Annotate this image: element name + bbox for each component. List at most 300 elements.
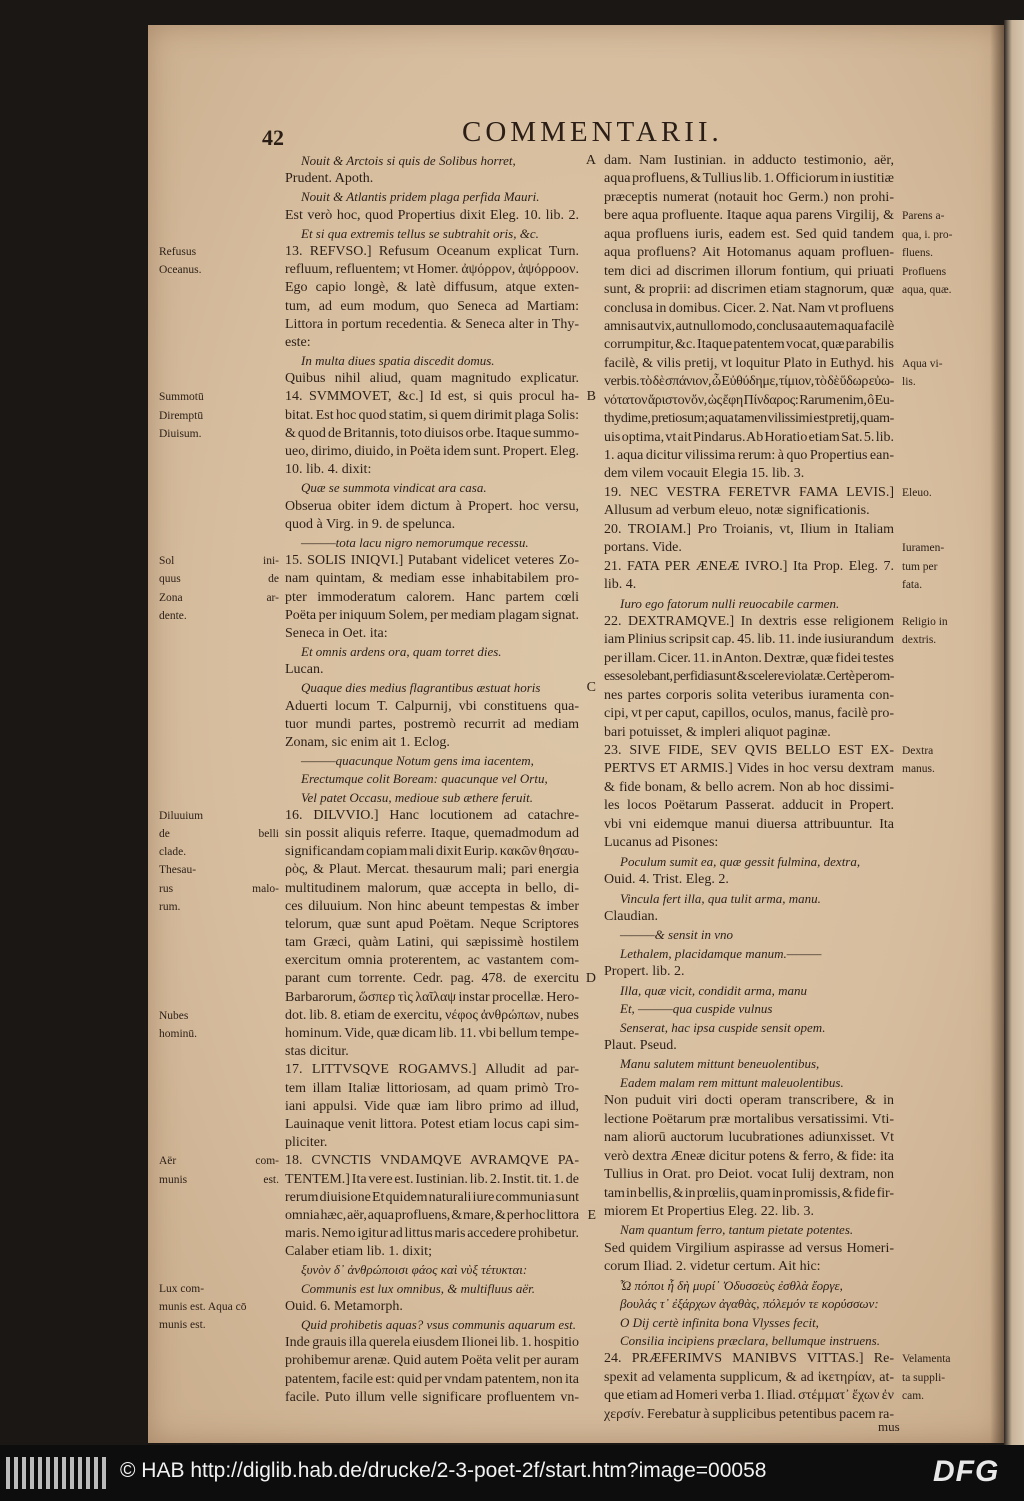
line-text: Aduerti locum T. Calpurnij, vbi constituens qua- <box>285 698 579 714</box>
line-text: Communis est lux omnibus, & multifluus aër. <box>301 1280 536 1296</box>
text-line <box>285 279 579 297</box>
text-line <box>159 261 579 279</box>
line-text: prohibemur arenæ. Quid autem Poëta velit per auram <box>285 1353 579 1369</box>
line-text: & fide bonam, & bello acrem. Non ab hoc dissimi- <box>604 779 894 795</box>
line-text: Prudent. Apoth. <box>285 171 374 187</box>
text-line <box>604 244 933 262</box>
text-line <box>159 825 579 843</box>
text-line <box>604 1166 894 1184</box>
line-text: per illam. Cicer. 11. in Anton. Dextræ, quæ fidei testes <box>604 650 894 666</box>
line-text: Nouit & Arctois si quis de Solibus horret, <box>301 153 516 168</box>
line-text: χερσίν. Ferebatur à supplicibus petentibus pacem ra- <box>604 1406 894 1422</box>
line-text: iani appulsi. Vide quæ iam libro primo ad illud, <box>285 1098 579 1114</box>
line-text: stas dicitur. <box>285 1044 349 1060</box>
text-line <box>604 281 952 299</box>
line-text: 22. DEXTRAMQVE.] In dextris esse religionem <box>604 613 894 629</box>
line-text: Lucanus ad Pisones: <box>604 835 719 851</box>
line-text: telorum, quæ sunt apud Poëtam. Neque Scriptores <box>285 916 579 932</box>
line-text: Poëta per iniquum Solem, per mediam plagam signat. <box>285 607 579 623</box>
text-line <box>285 188 579 206</box>
line-text: Allusum ad verbum eleuo, notæ significationis. <box>604 503 870 519</box>
text-line <box>285 789 579 807</box>
text-line <box>159 552 579 570</box>
text-line <box>159 388 596 406</box>
margin-note: Aër com- <box>159 1155 279 1168</box>
text-line <box>604 1092 894 1110</box>
margin-note: munis est. Aqua cō <box>159 1300 247 1313</box>
text-line <box>604 429 894 447</box>
margin-note: Aqua vi- <box>902 357 943 370</box>
margin-note: Velamenta <box>902 1353 951 1366</box>
text-line <box>604 226 953 244</box>
text-line <box>604 650 894 668</box>
line-text: 21. FATA PER ÆNEÆ IVRO.] Ita Prop. Eleg. 7. <box>604 558 894 574</box>
text-line <box>285 1207 596 1225</box>
text-line <box>285 479 579 497</box>
margin-note: Thesau- <box>159 864 197 877</box>
text-line <box>604 1314 894 1332</box>
line-text: Ὦ πόποι ἦ δὴ μυρί᾽ Ὀδυσσεὺς ἐσθλὰ ἔοργε, <box>620 1277 843 1293</box>
margin-note: Summotū <box>159 391 204 404</box>
line-text: bari potuisset, & impleri aliquot paginæ. <box>604 724 831 740</box>
line-text: Ego capio longè, & latè diffusum, atque exten- <box>285 280 579 296</box>
text-line <box>604 834 894 852</box>
line-text: Est verò hoc, quod Propertius dixit Eleg. 10. lib. 2. <box>285 207 579 223</box>
section-marker: A <box>585 153 596 168</box>
text-line <box>604 336 894 354</box>
margin-note: dente. <box>159 609 187 622</box>
text-line <box>285 952 579 970</box>
line-text: aqua profluens? Ait Hotomanus aquam profluen- <box>604 245 894 261</box>
text-line <box>604 1350 951 1368</box>
margin-note: manus. <box>902 763 935 776</box>
line-text: patentem, facile est: quid per vndam patentem, non ita <box>285 1371 579 1387</box>
text-line <box>604 1406 894 1424</box>
line-text: Et si qua extremis tellus se subtrahit oris, &c. <box>301 225 539 241</box>
line-text: portans. Vide. <box>604 540 682 556</box>
text-line <box>159 861 579 879</box>
text-line <box>604 1277 894 1295</box>
section-marker: C <box>586 680 596 696</box>
text-line <box>604 613 948 631</box>
margin-note: Diluuium <box>159 809 204 822</box>
line-text: significandam copiam mali dixit Eurip. κακῶν θησαυ- <box>285 844 579 860</box>
line-text: facile. Puto illum velle significare profluentem vn- <box>285 1389 579 1405</box>
line-text: miorem Et Propertius Eleg. 22. lib. 3. <box>604 1203 814 1219</box>
text-line <box>604 465 894 483</box>
line-text: tam in bellis, & in prœliis, quam in promissis, & fide fir- <box>604 1185 894 1201</box>
text-line <box>604 558 938 576</box>
line-text: multitudinem malorum, quæ accepta in bello, di- <box>285 880 579 896</box>
text-line <box>159 1171 579 1189</box>
text-line <box>604 1129 894 1147</box>
footer-bar <box>0 1445 1024 1501</box>
text-line <box>159 1152 579 1170</box>
line-text: cipi, vt per caput, capillos, oculos, manus, facilè pro- <box>604 706 894 722</box>
text-line <box>285 1043 579 1061</box>
margin-note: Eleuo. <box>902 486 932 499</box>
text-line <box>285 989 579 1007</box>
running-title: COMMENTARII. <box>462 116 723 148</box>
margin-note: Sol ini- <box>159 555 279 568</box>
line-text: vbi vni eidemque manui diuersa attribuuntur. Ita <box>604 816 894 832</box>
text-line <box>285 643 579 661</box>
text-line <box>285 1225 579 1243</box>
text-line <box>604 1258 894 1276</box>
text-line <box>604 1037 894 1055</box>
line-text: Eadem malam rem mittunt maleuolentibus. <box>620 1074 844 1090</box>
line-text: bere aqua profluente. Itaque aqua parens Virgilij, & <box>604 208 894 224</box>
text-line <box>159 1007 579 1025</box>
text-line <box>604 502 894 520</box>
next-page-edge <box>1004 20 1024 1445</box>
margin-note: fluens. <box>902 247 933 260</box>
text-line <box>604 797 894 815</box>
text-line <box>285 170 579 188</box>
line-text: Non puduit viri docti operam transcribere, & in <box>604 1093 894 1109</box>
text-line <box>604 170 894 188</box>
text-line <box>604 724 894 742</box>
dfg-logo: DFG <box>933 1455 1000 1488</box>
line-text: bitat. Est hoc quod statim, si quem dirimit plaga Solis: <box>285 407 579 423</box>
line-text: este: <box>285 334 311 350</box>
line-text: Ouid. 6. Metamorph. <box>285 1298 403 1314</box>
line-text: nes partes corporis solita veteribus iuramenta con- <box>604 687 894 703</box>
line-text: Plaut. Pseud. <box>604 1038 677 1053</box>
line-text: amnis aut vix, aut nullo modo, conclusa autem aqua facilè <box>604 318 894 334</box>
text-line <box>604 1055 894 1073</box>
text-line <box>285 1189 579 1207</box>
line-text: verbis. τὸ δὲ σπάνιον, ὦ Εὐθύδημε, τίμιον, τὸ δὲ ὕδωρ εὐω- <box>604 374 894 390</box>
text-line <box>285 498 579 516</box>
text-line <box>604 1000 894 1018</box>
line-text: spexit ad velamenta supplicum, & ad ἱκετηρίαν, at- <box>604 1369 894 1385</box>
text-line <box>604 871 894 889</box>
text-line <box>604 1074 894 1092</box>
margin-note: Profluens <box>902 265 947 278</box>
text-line <box>604 263 947 281</box>
text-line <box>159 880 579 898</box>
line-text: Manu salutem mittunt beneuolentibus, <box>620 1056 820 1072</box>
section-marker: B <box>586 389 596 405</box>
text-line <box>285 1389 579 1407</box>
line-text: rerum diuisione Et quidem naturali iure communia sunt <box>285 1189 579 1205</box>
line-text: ———quacunque Notum gens ima iacentem, <box>301 753 534 769</box>
line-text: tem illam Italiæ littoriosam, ad quam primò Tro- <box>285 1080 579 1096</box>
text-line <box>285 1116 579 1134</box>
line-text: nam aliorū auctorum lucubrationes adiunxisset. Vt <box>604 1130 894 1146</box>
text-line <box>604 982 894 1000</box>
line-text: tam Græci, quàm Latini, qui sæpissimè hostilem <box>285 935 579 951</box>
line-text: ρὸς, & Plaut. Mercat. thesaurum mali; pari energia <box>285 862 579 878</box>
text-line <box>604 742 934 760</box>
line-text: Vincula fert illa, qua tulit arma, manu. <box>620 890 821 906</box>
text-line <box>604 816 894 834</box>
line-text: sin possit aliquis referre. Itaque, quemadmodum ad <box>285 825 579 841</box>
margin-note: Oceanus. <box>159 264 202 277</box>
line-text: 19. NEC VESTRA FERETVR FAMA LEVIS.] <box>604 484 894 500</box>
line-text: & quod de Britannis, toto diuisos orbe. Itaque summo- <box>285 425 579 441</box>
text-line <box>285 207 579 225</box>
text-line <box>604 687 894 705</box>
text-line <box>604 152 894 170</box>
text-line <box>285 661 579 679</box>
line-text: omnia hæc, aër, aqua profluens, & mare, & per hoc littora <box>285 1207 579 1223</box>
line-text: O Dij certè infinita bona Vlysses fecit, <box>620 1314 819 1330</box>
text-line <box>604 760 935 778</box>
line-text: ———& sensit in vno <box>620 927 734 943</box>
line-text: 18. CVNCTIS VNDAMQVE AVRAMQVE PA- <box>285 1153 579 1169</box>
line-text: 13. REFVSO.] Refusum Oceanum explicat Turn. <box>285 243 579 259</box>
line-text: 16. DILVVIO.] Hanc locutionem ad catachre- <box>285 807 579 823</box>
margin-note: rus malo- <box>159 882 279 895</box>
margin-note: cam. <box>902 1390 925 1403</box>
page-number: 42 <box>262 125 284 150</box>
margin-note: de belli <box>159 827 279 840</box>
line-text: 23. SIVE FIDE, SEV QVIS BELLO EST EX- <box>604 743 894 758</box>
text-line <box>285 298 579 316</box>
right-column <box>604 152 953 1424</box>
line-text: uis optima, vt ait Pindarus. Ab Horatio etiam Sat. 5. lib. <box>604 429 894 445</box>
text-line <box>604 705 894 723</box>
text-line <box>604 1185 894 1203</box>
text-line <box>604 853 894 871</box>
text-line <box>159 807 579 825</box>
text-line <box>285 316 579 334</box>
text-line <box>604 392 894 410</box>
text-line <box>159 589 579 607</box>
text-line <box>604 1148 894 1166</box>
text-line <box>285 679 596 697</box>
text-line <box>285 443 579 461</box>
line-text: 14. SVMMOVET, &c.] Id est, si quis procul ha- <box>285 389 579 405</box>
text-line <box>285 225 579 243</box>
margin-note: qua, i. pro- <box>902 228 953 241</box>
copyright-link[interactable]: © HAB http://diglib.hab.de/drucke/2-3-poet-2f/start.htm?image=00058 <box>120 1459 767 1482</box>
margin-note: rum. <box>159 900 181 913</box>
line-text: thydime, pretiosum; aqua tamen vilissimi est pretij, quam- <box>604 411 894 427</box>
text-line <box>604 447 894 465</box>
line-text: Et, ———qua cuspide vulnus <box>620 1001 773 1017</box>
text-line <box>159 407 579 425</box>
hab-logo-icon <box>6 1457 106 1489</box>
margin-note: lis. <box>902 376 916 389</box>
line-text: præceptis numerat (notauit hoc Germ.) non prohi- <box>604 189 894 205</box>
line-text: tum, ad eum modum, quo Seneca ad Martiam: <box>285 298 579 314</box>
text-line <box>604 318 894 336</box>
margin-note: dextris. <box>902 634 937 647</box>
line-text: In multa diues spatia discedit domus. <box>301 353 495 369</box>
text-line <box>285 370 579 388</box>
text-line <box>604 300 894 318</box>
text-line <box>285 1371 579 1389</box>
line-text: Propert. lib. 2. <box>604 964 685 980</box>
line-text: ces diluuium. Non hinc abeunt tempestas & imber <box>285 898 579 914</box>
text-line <box>159 1025 579 1043</box>
text-line <box>159 607 579 625</box>
line-text: Calaber etiam lib. 1. dixit; <box>285 1244 432 1260</box>
line-text: parant cum torrente. Cedr. pag. 478. de exercitu <box>285 971 579 987</box>
line-text: ξυνὸν δ᾽ ἀνθρώποισι φάος καὶ νὺξ τέτυκται: <box>301 1262 528 1278</box>
text-line <box>159 243 579 261</box>
text-line <box>285 1061 579 1079</box>
text-line <box>159 1280 579 1298</box>
line-text: Quaque dies medius flagrantibus æstuat horis <box>301 680 541 696</box>
margin-note: quus de <box>159 573 279 586</box>
line-text: Quid prohibetis aquas? vsus communis aquarum est. <box>301 1317 577 1332</box>
text-line <box>159 898 579 916</box>
line-text: tuor mundi partes, postremò recurrit ad mediam <box>285 716 579 732</box>
line-text: Iuro ego fatorum nulli reuocabile carmen. <box>620 595 840 611</box>
text-line <box>604 1111 894 1129</box>
margin-note: Iuramen- <box>902 542 945 555</box>
text-line <box>285 1334 579 1352</box>
line-text: Claudian. <box>604 908 659 924</box>
margin-note: clade. <box>159 846 187 859</box>
line-text: Ouid. 4. Trist. Eleg. 2. <box>604 872 729 888</box>
text-line <box>159 1298 579 1316</box>
line-text: PERTVS ET ARMIS.] Vides in hoc versu dextram <box>604 761 894 777</box>
text-line <box>604 521 894 539</box>
line-text: Illa, quæ vicit, condidit arma, manu <box>620 982 808 998</box>
line-text: que etiam ad Homeri verba 1. Iliad. στέμματ᾽ ἔχων ἐν <box>604 1388 894 1404</box>
line-text: βουλάς τ᾽ ἐξάρχων ἀγαθὰς, πόλεμόν τε κορύσσων: <box>620 1296 879 1312</box>
text-line <box>604 1203 894 1221</box>
text-line <box>604 189 894 207</box>
text-line <box>604 207 945 225</box>
line-text: TENTEM.] Ita vere est. Iustinian. lib. 2. Instit. tit. 1. de <box>285 1171 579 1187</box>
line-text: Tullius in Orat. pro Deiot. vocat Iulij dextram, non <box>604 1167 894 1183</box>
line-text: 20. TROIAM.] Pro Troianis, vt, Ilium in Italiam <box>604 521 894 537</box>
text-line <box>604 1369 946 1387</box>
text-line <box>285 1261 579 1279</box>
line-text: dot. lib. 8. etiam de exercitu, νέφος ἀνθρώπων, nubes <box>285 1007 579 1023</box>
line-text: ———tota lacu nigro nemorumque recessu. <box>301 534 529 550</box>
line-text: Obserua obiter idem dictum à Propert. hoc versu, <box>285 498 579 514</box>
margin-note: Dextra <box>902 745 934 757</box>
catchword: mus <box>878 1419 900 1434</box>
margin-note: Religio in <box>902 615 948 628</box>
text-line <box>285 752 579 770</box>
text-line <box>285 1134 579 1152</box>
line-text: 10. lib. 4. dixit: <box>285 462 372 478</box>
text-line <box>285 625 579 643</box>
line-text: 1. aqua dicitur vilissima rerum: à quo Propertius ean- <box>604 448 894 463</box>
text-line <box>604 908 894 926</box>
text-line <box>604 373 916 391</box>
text-line <box>604 484 932 502</box>
margin-note: tum per <box>902 560 938 573</box>
line-text: quod à Virg. in 9. de spelunca. <box>285 516 456 532</box>
line-text: esse solebant, perfidia sunt & scelere violatæ. Certè per om- <box>604 669 894 685</box>
line-text: exercitum omnia proterentem, ac vastantem com- <box>285 953 579 969</box>
text-line <box>604 890 894 908</box>
line-text: Quæ se summota vindicat ara casa. <box>301 480 487 496</box>
line-text: aqua profluens iuris, eadem est. Sed quid tandem <box>604 226 894 242</box>
page-gutter-shadow <box>990 25 1004 1443</box>
text-line <box>285 770 579 788</box>
line-text: Et omnis ardens ora, quam torret dies. <box>301 644 502 660</box>
line-text: corrumpitur, &c. Itaque patentem vocat, quæ parabilis <box>604 337 894 353</box>
text-line <box>604 576 923 594</box>
line-text: Erectumque colit Boream: quacunque vel Ortu, <box>301 771 548 787</box>
text-line <box>604 539 945 557</box>
line-text: Nam quantum ferro, tantum pietate potentes. <box>620 1222 854 1238</box>
line-text: Nouit & Atlantis pridem plaga perfida Mauri. <box>301 189 540 205</box>
text-line <box>604 945 894 963</box>
text-line <box>285 716 579 734</box>
text-line <box>285 534 579 552</box>
text-line <box>604 410 894 428</box>
line-text: corum Iliad. 2. videtur certum. Ait hic: <box>604 1259 821 1275</box>
line-text: Consilia incipiens præclara, bellumque instruens. <box>620 1333 880 1348</box>
text-line <box>604 1387 925 1405</box>
text-line <box>285 698 579 716</box>
line-text: aqua profluens, & Tullius lib. 1. Officiorum in iustitiæ <box>604 171 894 187</box>
line-text: Inde grauis illa querela eiusdem Ilionei lib. 1. hospitio <box>285 1335 579 1351</box>
text-line <box>604 1240 894 1258</box>
line-text: Lethalem, placidamque manum.——— <box>620 945 822 961</box>
line-text: Quibus nihil aliud, quam magnitudo explicatur. <box>285 371 579 387</box>
line-text: conclusa in domibus. Cicer. 2. Nat. Nam vt profluens <box>604 300 894 316</box>
section-marker: D <box>585 971 596 987</box>
text-line <box>285 1098 579 1116</box>
text-line <box>604 595 894 613</box>
line-text: les locos Poëtarum Passerat. adducit in Propert. <box>604 798 894 814</box>
text-line <box>285 734 579 752</box>
line-text: dam. Nam Iustinian. in adducto testimonio, aër, <box>604 153 894 168</box>
line-text: tem dici ad discrimen illorum fontium, qui priuati <box>604 263 894 279</box>
text-line <box>285 1080 579 1098</box>
text-line <box>604 779 894 797</box>
line-text: lectione Poëtarum præ mortalibus versatissimi. Vti- <box>604 1111 894 1127</box>
margin-note: Zona ar- <box>159 591 279 604</box>
margin-note: Refusus <box>159 245 197 258</box>
line-text: lib. 4. <box>604 577 637 593</box>
text-line <box>604 926 894 944</box>
text-line <box>285 461 579 479</box>
text-line <box>285 152 596 170</box>
text-line <box>285 1243 579 1261</box>
text-line <box>285 970 596 988</box>
text-line <box>159 1316 579 1334</box>
text-line <box>285 916 579 934</box>
margin-note: munis est. <box>159 1319 206 1331</box>
text-line <box>604 963 894 981</box>
line-text: Littora in portum recedentia. & Seneca alter in Thy- <box>285 316 579 332</box>
text-line <box>604 1295 894 1313</box>
line-text: pter immoderatum calorem. Hanc partem cœli <box>285 589 579 605</box>
margin-note: aqua, quæ. <box>902 284 952 297</box>
text-line <box>159 570 579 588</box>
line-text: maris. Nemo igitur ad littus maris accedere prohibetur. <box>285 1226 579 1242</box>
text-line <box>159 843 579 861</box>
line-text: Vel patet Occasu, medioue sub æthere feruit. <box>301 789 534 805</box>
line-text: 24. PRÆFERIMVS MANIBVS VITTAS.] Re- <box>604 1351 894 1367</box>
text-line <box>604 668 894 686</box>
text-line <box>604 631 937 649</box>
line-text: νότατον ἄριστον ὄν, ὡς ἔφη Πίνδαρος: Rarum enim, ô Eu- <box>604 392 894 408</box>
line-text: pliciter. <box>285 1135 328 1151</box>
text-line <box>604 1221 894 1239</box>
line-text: Senserat, hac ipsa cuspide sensit opem. <box>620 1019 826 1035</box>
margin-note: fata. <box>902 579 923 592</box>
line-text: Lucan. <box>285 662 324 678</box>
text-line <box>159 425 579 443</box>
margin-note: Diuisum. <box>159 427 202 440</box>
line-text: nam quintam, & mediam esse inhabitabilem pro- <box>285 571 579 587</box>
line-text: 15. SOLIS INIQVI.] Putabant videlicet veteres Zo- <box>285 553 579 569</box>
